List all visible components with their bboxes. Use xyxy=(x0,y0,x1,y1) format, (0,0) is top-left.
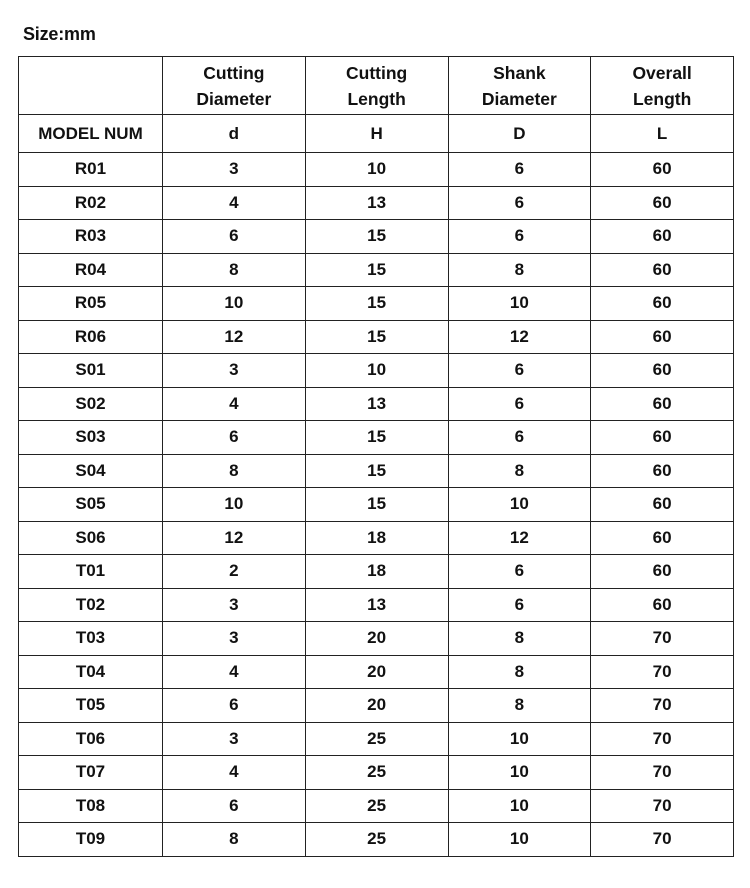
cell-model-num: T07 xyxy=(19,756,163,790)
cell-model-num: R03 xyxy=(19,220,163,254)
cell-model-num: T04 xyxy=(19,655,163,689)
cell-overall-length: 60 xyxy=(591,555,734,589)
cell-shank-diameter: 6 xyxy=(448,387,591,421)
cell-model-num: R06 xyxy=(19,320,163,354)
cell-shank-diameter: 8 xyxy=(448,689,591,723)
table-row xyxy=(19,689,734,723)
cell-model-num: R02 xyxy=(19,186,163,220)
cell-model-num: T06 xyxy=(19,722,163,756)
cell-shank-diameter: 12 xyxy=(448,521,591,555)
table-row xyxy=(19,354,734,388)
cell-overall-length: 60 xyxy=(591,521,734,555)
cell-cutting-length: 18 xyxy=(305,521,448,555)
cell-shank-diameter: 10 xyxy=(448,722,591,756)
cell-overall-length: 60 xyxy=(591,354,734,388)
cell-shank-diameter: 10 xyxy=(448,823,591,857)
cell-shank-diameter: 10 xyxy=(448,488,591,522)
header-line: Shank xyxy=(493,62,546,83)
cell-model-num: R04 xyxy=(19,253,163,287)
cell-overall-length: 70 xyxy=(591,689,734,723)
cell-overall-length: 60 xyxy=(591,454,734,488)
cell-cutting-diameter: 3 xyxy=(163,153,306,187)
header-line: Overall xyxy=(632,62,692,83)
header-line: Length xyxy=(347,88,406,109)
cell-shank-diameter: 8 xyxy=(448,454,591,488)
header-blank xyxy=(19,57,163,115)
cell-model-num: S03 xyxy=(19,421,163,455)
cell-cutting-diameter: 4 xyxy=(163,387,306,421)
cell-model-num: S06 xyxy=(19,521,163,555)
cell-overall-length: 60 xyxy=(591,153,734,187)
cell-cutting-length: 20 xyxy=(305,622,448,656)
cell-cutting-diameter: 6 xyxy=(163,220,306,254)
cell-model-num: T01 xyxy=(19,555,163,589)
cell-cutting-diameter: 3 xyxy=(163,622,306,656)
table-row xyxy=(19,253,734,287)
cell-shank-diameter: 6 xyxy=(448,421,591,455)
cell-cutting-length: 25 xyxy=(305,756,448,790)
cell-cutting-diameter: 8 xyxy=(163,823,306,857)
table-row xyxy=(19,588,734,622)
table-row xyxy=(19,421,734,455)
cell-model-num: S02 xyxy=(19,387,163,421)
cell-cutting-length: 25 xyxy=(305,823,448,857)
cell-cutting-length: 10 xyxy=(305,354,448,388)
cell-overall-length: 70 xyxy=(591,622,734,656)
cell-model-num: T09 xyxy=(19,823,163,857)
symbol-row xyxy=(19,115,734,153)
cell-shank-diameter: 6 xyxy=(448,354,591,388)
cell-model-num: R05 xyxy=(19,287,163,321)
header-row xyxy=(19,57,734,115)
table-row xyxy=(19,823,734,857)
cell-overall-length: 70 xyxy=(591,823,734,857)
symbol-l: L xyxy=(591,115,734,153)
cell-shank-diameter: 8 xyxy=(448,655,591,689)
cell-cutting-length: 15 xyxy=(305,220,448,254)
table-row xyxy=(19,220,734,254)
cell-cutting-length: 15 xyxy=(305,253,448,287)
cell-cutting-diameter: 8 xyxy=(163,454,306,488)
cell-overall-length: 60 xyxy=(591,387,734,421)
cell-overall-length: 60 xyxy=(591,186,734,220)
cell-overall-length: 60 xyxy=(591,488,734,522)
cell-model-num: S01 xyxy=(19,354,163,388)
cell-overall-length: 60 xyxy=(591,588,734,622)
table-row xyxy=(19,521,734,555)
cell-model-num: S04 xyxy=(19,454,163,488)
size-unit-label: Size:mm xyxy=(23,24,96,44)
spec-table xyxy=(18,56,734,857)
header-shank-diameter xyxy=(448,57,591,115)
cell-cutting-length: 18 xyxy=(305,555,448,589)
cell-shank-diameter: 6 xyxy=(448,186,591,220)
cell-cutting-length: 13 xyxy=(305,387,448,421)
table-row xyxy=(19,722,734,756)
cell-model-num: R01 xyxy=(19,153,163,187)
table-body xyxy=(19,153,734,857)
cell-cutting-length: 13 xyxy=(305,186,448,220)
table-row xyxy=(19,555,734,589)
table-row xyxy=(19,287,734,321)
cell-overall-length: 70 xyxy=(591,722,734,756)
symbol-h: H xyxy=(305,115,448,153)
cell-model-num: T08 xyxy=(19,789,163,823)
cell-cutting-diameter: 3 xyxy=(163,722,306,756)
table-row xyxy=(19,756,734,790)
cell-cutting-diameter: 4 xyxy=(163,655,306,689)
cell-overall-length: 70 xyxy=(591,789,734,823)
cell-model-num: S05 xyxy=(19,488,163,522)
cell-shank-diameter: 10 xyxy=(448,756,591,790)
cell-cutting-length: 13 xyxy=(305,588,448,622)
header-line: Diameter xyxy=(481,88,557,109)
cell-cutting-length: 15 xyxy=(305,421,448,455)
cell-shank-diameter: 12 xyxy=(448,320,591,354)
cell-shank-diameter: 6 xyxy=(448,220,591,254)
cell-overall-length: 60 xyxy=(591,320,734,354)
cell-cutting-diameter: 6 xyxy=(163,421,306,455)
cell-overall-length: 60 xyxy=(591,220,734,254)
cell-overall-length: 70 xyxy=(591,756,734,790)
cell-shank-diameter: 10 xyxy=(448,287,591,321)
cell-cutting-diameter: 6 xyxy=(163,689,306,723)
cell-cutting-length: 15 xyxy=(305,320,448,354)
cell-cutting-diameter: 8 xyxy=(163,253,306,287)
cell-cutting-length: 25 xyxy=(305,722,448,756)
cell-overall-length: 60 xyxy=(591,253,734,287)
cell-cutting-diameter: 10 xyxy=(163,488,306,522)
cell-cutting-diameter: 12 xyxy=(163,320,306,354)
symbol-model-num: MODEL NUM xyxy=(19,115,163,153)
cell-cutting-diameter: 4 xyxy=(163,756,306,790)
header-line: Length xyxy=(632,88,692,109)
table-row xyxy=(19,320,734,354)
cell-cutting-length: 25 xyxy=(305,789,448,823)
table-row xyxy=(19,622,734,656)
header-line: Cutting xyxy=(203,62,265,83)
cell-overall-length: 70 xyxy=(591,655,734,689)
cell-cutting-length: 10 xyxy=(305,153,448,187)
cell-overall-length: 60 xyxy=(591,287,734,321)
cell-shank-diameter: 6 xyxy=(448,555,591,589)
cell-model-num: T02 xyxy=(19,588,163,622)
cell-overall-length: 60 xyxy=(591,421,734,455)
cell-cutting-diameter: 2 xyxy=(163,555,306,589)
cell-cutting-diameter: 3 xyxy=(163,354,306,388)
header-line: Cutting xyxy=(346,62,408,83)
cell-cutting-diameter: 10 xyxy=(163,287,306,321)
cell-cutting-diameter: 6 xyxy=(163,789,306,823)
table-row xyxy=(19,153,734,187)
header-overall-length xyxy=(591,57,734,115)
cell-model-num: T03 xyxy=(19,622,163,656)
cell-shank-diameter: 6 xyxy=(448,153,591,187)
cell-shank-diameter: 10 xyxy=(448,789,591,823)
header-cutting-diameter xyxy=(163,57,306,115)
cell-cutting-length: 20 xyxy=(305,655,448,689)
table-row xyxy=(19,789,734,823)
header-cutting-length xyxy=(305,57,448,115)
table-row xyxy=(19,387,734,421)
cell-shank-diameter: 8 xyxy=(448,622,591,656)
header-line: Diameter xyxy=(196,88,272,109)
cell-cutting-length: 15 xyxy=(305,287,448,321)
table-row xyxy=(19,186,734,220)
cell-cutting-length: 15 xyxy=(305,488,448,522)
cell-cutting-length: 15 xyxy=(305,454,448,488)
cell-shank-diameter: 8 xyxy=(448,253,591,287)
cell-cutting-diameter: 3 xyxy=(163,588,306,622)
symbol-shank-d: D xyxy=(448,115,591,153)
table-row xyxy=(19,488,734,522)
table-row xyxy=(19,454,734,488)
symbol-d: d xyxy=(163,115,306,153)
cell-cutting-diameter: 4 xyxy=(163,186,306,220)
cell-cutting-diameter: 12 xyxy=(163,521,306,555)
cell-shank-diameter: 6 xyxy=(448,588,591,622)
cell-model-num: T05 xyxy=(19,689,163,723)
table-row xyxy=(19,655,734,689)
cell-cutting-length: 20 xyxy=(305,689,448,723)
